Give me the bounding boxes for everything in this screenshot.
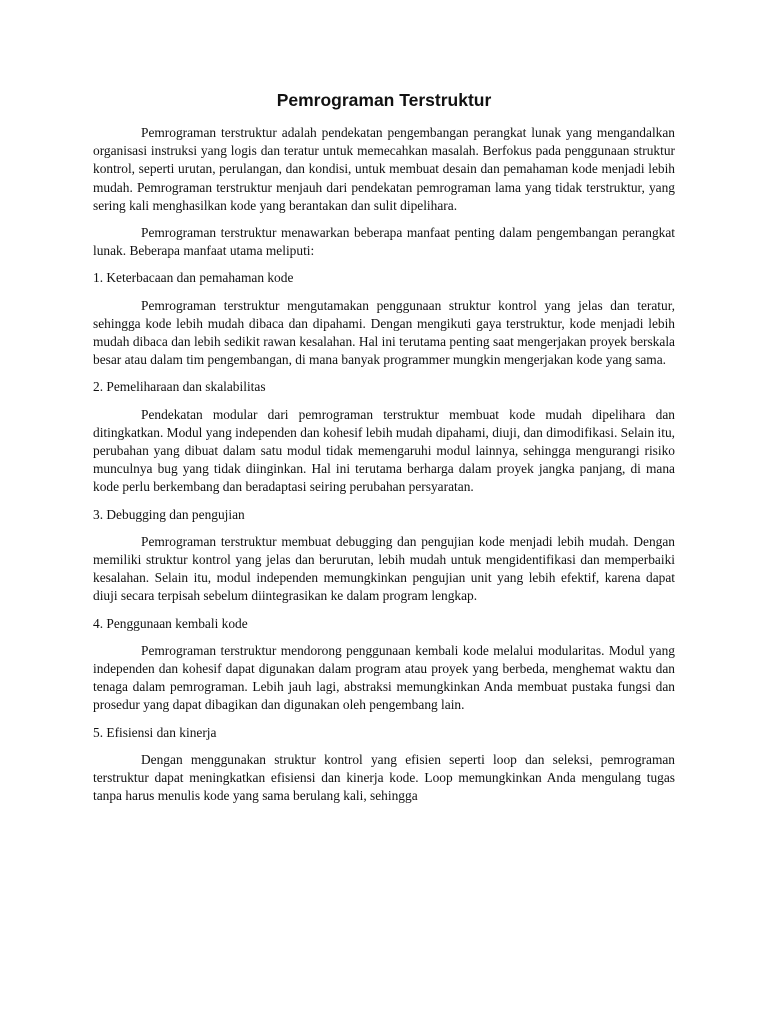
- section-heading-efficiency: 5. Efisiensi dan kinerja: [93, 724, 217, 740]
- section-heading-debugging: 3. Debugging dan pengujian: [93, 506, 245, 522]
- paragraph-debugging: Pemrograman terstruktur membuat debugging dan pengujian kode menjadi lebih mudah. Dengan memiliki struktur kontrol yang jelas dan berurutan, lebih mudah untuk mengidentifikasi dan memperbaiki kesalahan. Selain itu, modul independen memungkinkan pengujian unit yang lebih efektif, karena dapat diuji secara terpisah sebelum diintegrasikan ke dalam program lengkap.: [93, 533, 675, 604]
- document-body: [93, 88, 675, 815]
- document-title: Pemrograman Terstruktur: [276, 90, 492, 110]
- paragraph-reuse: Pemrograman terstruktur mendorong penggunaan kembali kode melalui modularitas. Modul yang independen dan kohesif dapat digunakan dalam program atau proyek yang berbeda, menghemat waktu dan tenaga dalam pemrograman. Lebih jauh lagi, abstraksi memungkinkan Anda membuat pustaka fungsi dan prosedur yang dapat dibagikan dan digunakan oleh pengembang lain.: [93, 642, 675, 713]
- section-heading-readability: 1. Keterbacaan dan pemahaman kode: [93, 270, 294, 286]
- section-heading-reuse: 4. Penggunaan kembali kode: [93, 615, 248, 631]
- paragraph-benefits-intro: Pemrograman terstruktur menawarkan beberapa manfaat penting dalam pengembangan perangkat lunak. Beberapa manfaat utama meliputi:: [93, 225, 675, 259]
- paragraph-intro: Pemrograman terstruktur adalah pendekatan pengembangan perangkat lunak yang mengandalkan organisasi instruksi yang logis dan teratur untuk memecahkan masalah. Berfokus pada penggunaan struktur kontrol, seperti urutan, perulangan, dan kondisi, untuk membuat desain dan pemahaman kode menjadi lebih mudah. Pemrograman terstruktur menjauh dari pendekatan pemrograman lama yang tidak terstruktur, yang sering kali menghasilkan kode yang berantakan dan sulit dipelihara.: [93, 125, 675, 213]
- paragraph-efficiency: Dengan menggunakan struktur kontrol yang efisien seperti loop dan seleksi, pemrograman terstruktur dapat meningkatkan efisiensi dan kinerja kode. Loop memungkinkan Anda mengulang tugas tanpa harus menulis kode yang sama berulang kali, sehingga: [93, 751, 675, 804]
- paragraph-maintenance: Pendekatan modular dari pemrograman terstruktur membuat kode mudah dipelihara dan ditingkatkan. Modul yang independen dan kohesif lebih mudah dipahami, diuji, dan dimodifikasi. Selain itu, perubahan yang dibuat dalam satu modul tidak memengaruhi modul lainnya, sehingga mengurangi risiko munculnya bug yang tidak diinginkan. Hal ini terutama berharga dalam proyek jangka panjang, di mana kode perlu berkembang dan beradaptasi seiring perubahan persyaratan.: [93, 406, 675, 495]
- section-heading-maintenance: 2. Pemeliharaan dan skalabilitas: [93, 379, 266, 395]
- paragraph-readability: Pemrograman terstruktur mengutamakan penggunaan struktur kontrol yang jelas dan teratur, sehingga kode lebih mudah dibaca dan dipahami. Dengan mengikuti gaya terstruktur, kode menjadi lebih mudah dibaca dan lebih sedikit rawan kesalahan. Hal ini terutama penting saat mengerjakan proyek berskala besar atau dalam tim pengembangan, di mana banyak programmer mungkin mengerjakan kode yang sama.: [93, 297, 675, 368]
